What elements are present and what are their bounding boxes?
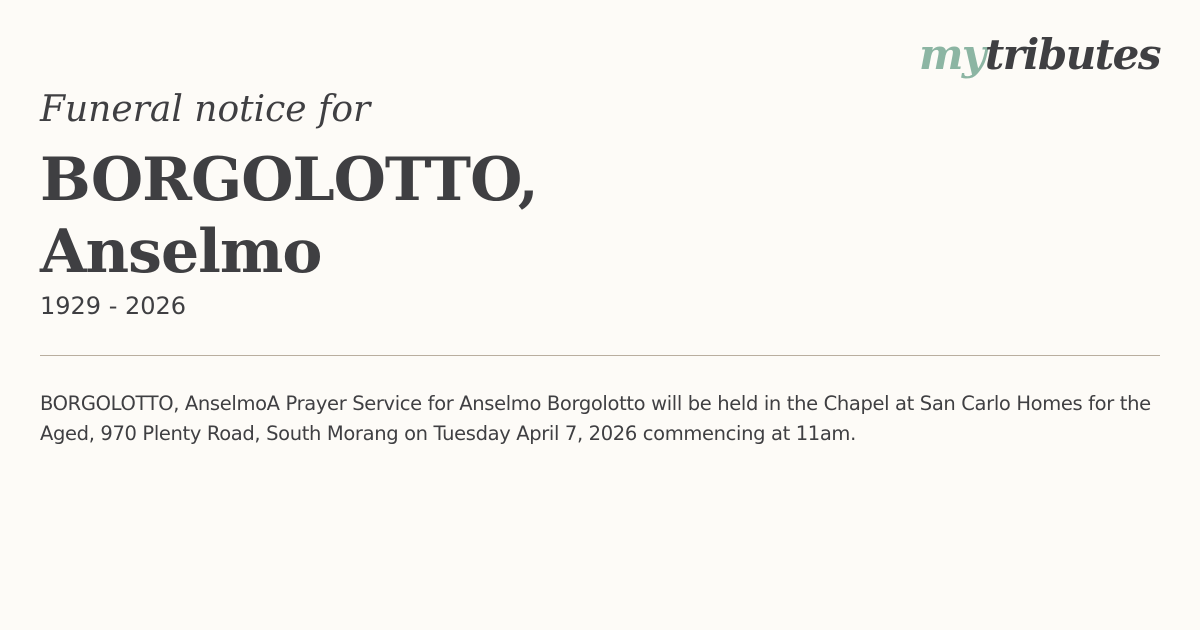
deceased-name [40, 144, 538, 288]
mytributes-logo[interactable] [918, 30, 1160, 79]
life-years: 1929 - 2026 [40, 292, 187, 320]
deceased-given-name: Anselmo [40, 217, 322, 287]
logo-text-my: my [918, 30, 985, 79]
divider [40, 355, 1160, 356]
notice-intro: Funeral notice for [40, 89, 371, 130]
deceased-surname: BORGOLOTTO, [40, 145, 538, 215]
logo-text-tributes: tributes [984, 30, 1160, 79]
notice-body: BORGOLOTTO, AnselmoA Prayer Service for Anselmo Borgolotto will be held in the Chapel at San Carlo Homes for the Aged, 970 Plenty Road, South Morang on Tuesday April 7, 2026 commencing at 11am. [40, 392, 1151, 445]
